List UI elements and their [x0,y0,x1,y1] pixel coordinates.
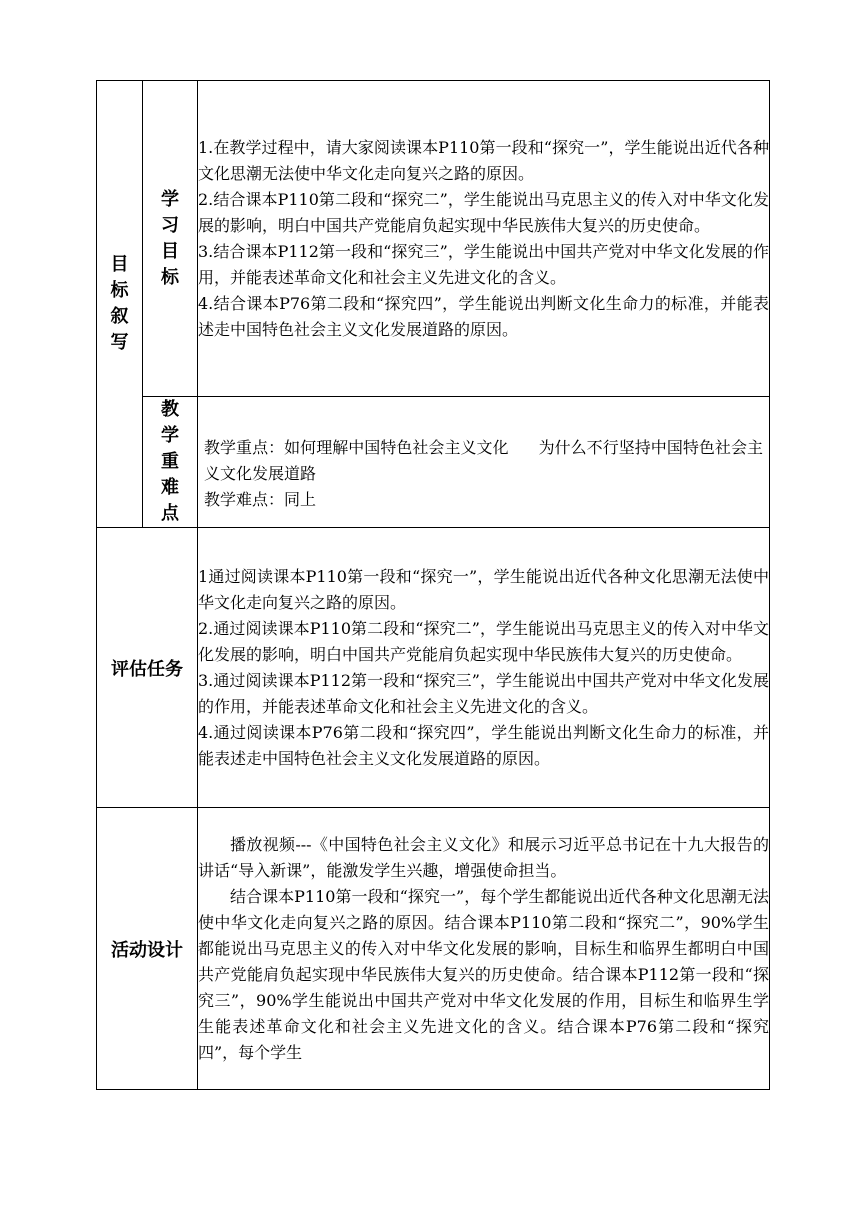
key-points-content [198,397,770,528]
key-points-char: 教 [161,399,179,420]
goals-group-char: 标 [110,280,129,301]
activity-paragraph: 结合课本P110第一段和“探究一”，每个学生都能说出近代各种文化思潮无法使中华文化走向复兴之路的原因。结合课本P110第二段和“探究二”，90%学生都能说出马克思主义的传入对中华文化发展的影响，目标生和临界生都明白中国共产党能肩负起实现中华民族伟大复兴的历史使命。结合课本P112第一段和“探究三”，90%学生能说出中国共产党对中华文化发展的作用，目标生和临界生学生能表述革命文化和社会主义先进文化的含义。结合课本P76第二段和“探究四”，每个学生 [198,886,769,1062]
key-points-row [97,397,770,528]
goals-group-char: 叙 [110,306,129,327]
learning-goal-item: 2.结合课本P110第二段和“探究二”，学生能说出马克思主义的传入对中华文化发展的影响，明白中国共产党能肩负起实现中华民族伟大复兴的历史使命。 [198,189,769,235]
learning-goal-item: 4.结合课本P76第二段和“探究四”，学生能说出判断文化生命力的标准，并能表述走中国特色社会主义文化发展道路的原因。 [198,293,769,339]
teaching-focus [204,435,763,487]
teaching-difficulty: 教学难点：同上 [204,490,317,509]
learning-goals-char: 习 [161,214,179,236]
goals-group-char: 写 [110,332,129,353]
assessment-item: 3.通过阅读课本P112第一段和“探究三”，学生能说出中国共产党对中华文化发展的作用，并能表述革命文化和社会主义先进文化的含义。 [198,670,769,716]
assessment-label: 评估任务 [97,528,198,808]
lesson-plan-table [96,80,770,1090]
assessment-content [198,528,770,808]
key-points-char: 难 [161,477,179,498]
assessment-item: 1通过阅读课本P110第一段和“探究一”，学生能说出近代各种文化思潮无法使中华文化走向复兴之路的原因。 [198,566,769,612]
learning-goals-char: 学 [161,188,179,210]
learning-goal-item: 3.结合课本P112第一段和“探究三”，学生能说出中国共产党对中华文化发展的作用，并能表述革命文化和社会主义先进文化的含义。 [198,241,769,287]
teaching-focus-b: 为什么不行坚持中国特色社会主义文化发展道路 [204,438,763,483]
goals-group-label [97,81,143,528]
goals-group-char: 目 [110,254,129,275]
key-points-char: 重 [161,451,179,472]
learning-goals-content [198,81,770,397]
activity-label: 活动设计 [97,808,198,1090]
activity-row [97,808,770,1090]
key-points-label [143,397,198,528]
activity-paragraph: 播放视频---《中国特色社会主义文化》和展示习近平总书记在十九大报告的讲话“导入新课”，能激发学生兴趣，增强使命担当。 [198,834,769,880]
key-points-char: 点 [161,503,179,524]
teaching-focus-a: 教学重点：如何理解中国特色社会主义文化 [204,438,509,457]
learning-goals-char: 标 [161,266,179,288]
learning-goals-label [143,81,198,397]
key-points-char: 学 [161,425,179,446]
learning-goal-item: 1.在教学过程中，请大家阅读课本P110第一段和“探究一”，学生能说出近代各种文化思潮无法使中华文化走向复兴之路的原因。 [198,137,769,183]
learning-goals-char: 目 [161,240,179,262]
assessment-row [97,528,770,808]
assessment-item: 2.通过阅读课本P110第二段和“探究二”，学生能说出马克思主义的传入对中华文化发展的影响，明白中国共产党能肩负起实现中华民族伟大复兴的历史使命。 [198,618,769,664]
assessment-item: 4.通过阅读课本P76第二段和“探究四”，学生能说出判断文化生命力的标准，并能表述走中国特色社会主义文化发展道路的原因。 [198,722,769,768]
activity-content [198,808,770,1090]
learning-goals-row [97,81,770,397]
